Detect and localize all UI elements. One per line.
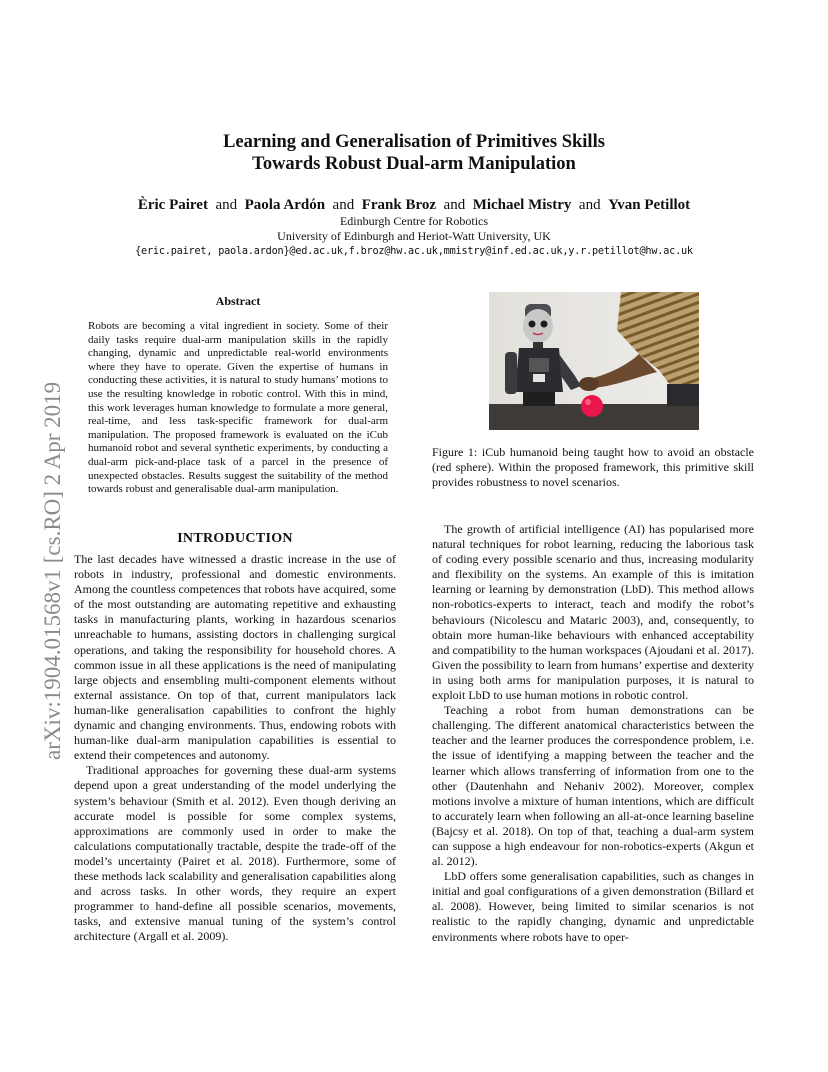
- icub-photo-illustration: [489, 292, 699, 430]
- author-name: Èric Pairet: [137, 197, 208, 213]
- robot-eye-left: [529, 321, 536, 328]
- arxiv-sidebar: [18, 290, 65, 760]
- robot-eye-right: [541, 321, 548, 328]
- right-column: [432, 522, 754, 945]
- paragraph: The growth of artificial intelligence (AI) has popularised more natural techniques for robot learning, reducing the laborious task of coding every possible scenario and thus, increasing modularity and flexibility on the systems. An example of this is imitation learning or learning by demonstration (LbD). This method allows non-robotics-experts to interact, teach and modify the robot’s behaviours (Nicolescu and Mataric 2003), and, consequently, to obtain more human-like behaviours with enhanced acceptability and compatibility to the human workspaces (Ajoudani et al. 2017). Given the possibility to learn from humans’ expertise and dexterity in using both arms for manipulation purposes, it is natural to exploit LbD to use human motions in robotic control.: [432, 522, 754, 703]
- red-sphere: [581, 395, 603, 417]
- robot-arm-left: [505, 352, 517, 394]
- affiliation-university: University of Edinburgh and Heriot-Watt University, UK: [277, 229, 551, 243]
- paragraph: LbD offers some generalisation capabilities, such as changes in initial and goal configurations of a given demonstration (Billard et al. 2008). However, being limited to similar scenarios is not realistic to the rapidly changing, dynamic and unpredictable environments where robots have to oper-: [432, 869, 754, 944]
- author-name: Paola Ardón: [244, 197, 326, 213]
- robot-base: [523, 392, 555, 406]
- human-lap: [667, 384, 699, 406]
- author-emails: {eric.pairet, paola.ardon}@ed.ac.uk,f.broz@hw.ac.uk,mmistry@inf.ed.ac.uk,y.r.petillot@hw.ac.uk: [135, 246, 693, 257]
- paragraph: Traditional approaches for governing these dual-arm systems depend upon a great understanding of the model underlying the system’s behaviour (Smith et al. 2012). Even though deriving an accurate model is possible for some complex systems, approximations are commonly used in order to make the calculations computationally tractable, despite the trade-off of the model’s uncertainty (Pairet et al. 2018). Furthermore, some of these methods lack scalability and generalisation capabilities along and across tasks. In other words, they require an expert programmer to hand-define all possible scenarios, movements, tasks, and extensive manual tuning of the system’s control architecture (Argall et al. 2009).: [74, 763, 396, 944]
- paragraph: Teaching a robot from human demonstrations can be challenging. The different anatomical characteristics between the teacher and the learner produces the correspondence problem, i.e. the issue of identifying a mapping between the teacher and the learner which allows transferring of information from one to the other (Dautenhahn and Nehaniv 2002). Moreover, complex motions involve a mixture of human intentions, which are difficult to accurately learn when following an all-at-once learning baseline (Bajcsy et al. 2018). On top of that, teaching a dual-arm system can suppose a high endeavour for non-robotics-experts (Akgun et al. 2012).: [432, 703, 754, 869]
- robot-neck: [533, 342, 543, 348]
- author-name: Frank Broz: [361, 197, 437, 213]
- robot-logo-patch: [533, 374, 545, 382]
- author-separator: and: [443, 197, 466, 213]
- author-list: [0, 196, 828, 214]
- human-hand: [579, 377, 599, 391]
- paragraph: The last decades have witnessed a drastic increase in the use of robots in industry, professional and domestic environments. Among the countless competences that robots have acquired, some of the most outstanding are automating repetitive and exhausting tasks in manufacturing plants, working in hazardous scenarios unreachable to humans, assisting doctors in challenging surgical operations, and taking the responsibility for household chores. A common issue in all these applications is the need of manipulating large objects and ensembling multi-component elements without external assistance. On top of that, current manipulators lack human-like generalisation capabilities to confront the highly dynamic and changing environments. Thus, endowing robots with human-like dual-arm manipulation capabilities is essential to extend their competences and autonomy.: [74, 552, 396, 763]
- abstract-heading: Abstract: [215, 294, 261, 308]
- author-separator: and: [578, 197, 601, 213]
- figure-photo: [489, 292, 699, 430]
- author-separator: and: [332, 197, 355, 213]
- affiliation-centre: Edinburgh Centre for Robotics: [339, 214, 489, 228]
- arxiv-identifier: arXiv:1904.01568v1 [cs.RO] 2 Apr 2019: [40, 381, 65, 760]
- paper-title: [0, 131, 828, 175]
- author-separator: and: [215, 197, 238, 213]
- introduction-heading: INTRODUCTION: [177, 531, 293, 546]
- author-name: Yvan Petillot: [608, 197, 691, 213]
- robot-face: [523, 309, 553, 343]
- title-line-1: Learning and Generalisation of Primitives Skills: [223, 132, 605, 152]
- sphere-highlight: [585, 399, 591, 405]
- robot-chest-plate: [529, 358, 549, 372]
- title-line-2: Towards Robust Dual-arm Manipulation: [252, 154, 576, 174]
- abstract-text: Robots are becoming a vital ingredient in society. Some of their daily tasks require dual-arm manipulation skills in the rapidly changing, dynamic and unpredictable real-world environments where they have to operate. Given the expertise of humans in conducting these activities, it is natural to study humans’ motions to use the resulting knowledge in robotic control. With this in mind, this work leverages human knowledge to formulate a more general, real-time, and less task-specific framework for dual-arm manipulation. The proposed framework is evaluated on the iCub humanoid robot and several synthetic experiments, by conducting a dual-arm pick-and-place task of a parcel in the presence of unexpected obstacles. Results suggest the suitability of the method towards robust and generalisable dual-arm manipulation.: [88, 320, 388, 496]
- left-column: [74, 552, 396, 944]
- figure-caption: Figure 1: iCub humanoid being taught how to avoid an obstacle (red sphere). Within the proposed framework, this primitive skill provides robustness to novel scenarios.: [432, 445, 754, 490]
- author-name: Michael Mistry: [472, 197, 572, 213]
